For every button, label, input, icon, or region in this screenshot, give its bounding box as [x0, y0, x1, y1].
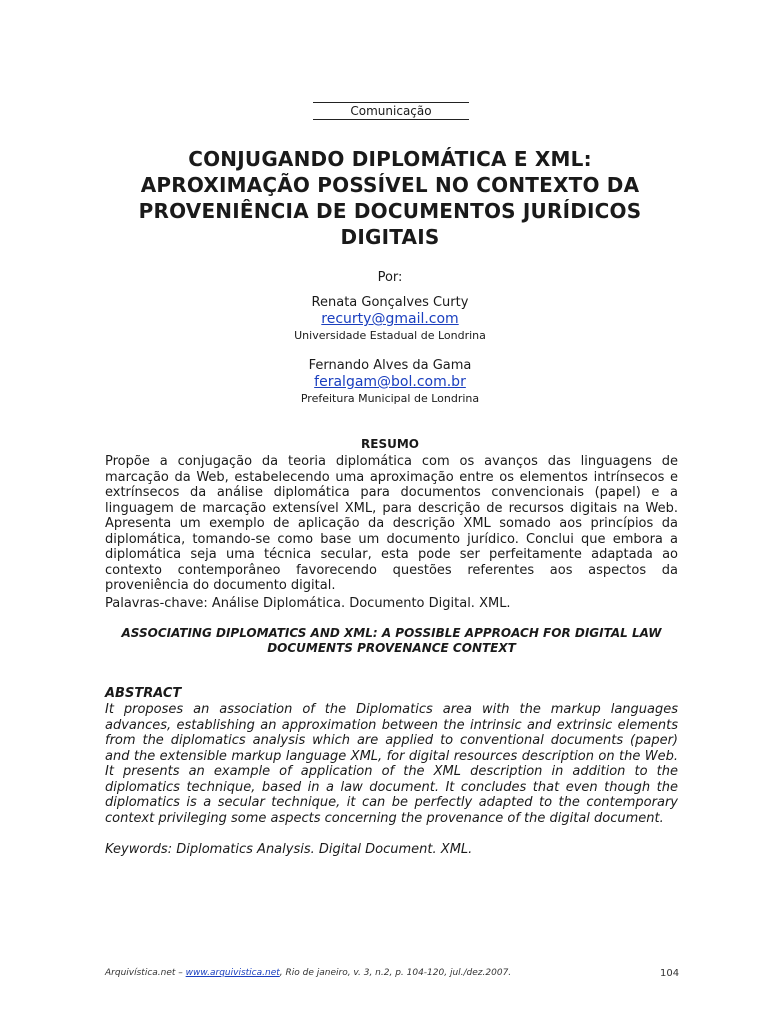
title-line-1: CONJUGANDO DIPLOMÁTICA E XML:: [188, 147, 592, 171]
author-2-institution: Prefeitura Municipal de Londrina: [300, 392, 480, 405]
paper-title: [90, 146, 690, 250]
author-1-email-link[interactable]: recurty@gmail.com: [321, 311, 459, 327]
title-line-2: APROXIMAÇÃO POSSÍVEL NO CONTEXTO DA: [140, 173, 640, 197]
author-2: [0, 357, 770, 406]
author-2-email-link[interactable]: feralgam@bol.com.br: [314, 374, 466, 390]
author-1-institution: Universidade Estadual de Londrina: [294, 329, 486, 342]
abstract-keywords: Keywords: Diplomatics Analysis. Digital Document. XML.: [105, 842, 473, 857]
footer-website-link[interactable]: www.arquivistica.net: [185, 968, 280, 978]
english-title: [105, 626, 678, 656]
author-2-name: Fernando Alves da Gama: [308, 358, 472, 373]
page-footer: [105, 968, 511, 978]
author-1-name: Renata Gonçalves Curty: [311, 295, 469, 310]
section-label: Comunicação: [313, 102, 469, 120]
abstract-heading: ABSTRACT: [105, 686, 182, 701]
abstract-text: It proposes an association of the Diplomatics area with the markup languages advances, establishing an approximation between the intrinsic and extrinsic elements from the diplomatics analysis which are applied to conventional documents (paper) and the extensible markup language XML, for digital resources description on the Web. It presents an example of application of the XML description in addition to the diplomatics technique, based in a law document. It concludes that even though the diplomatics is a secular technique, it can be perfectly adapted to the contemporary context privileging some aspects concerning the provenance of the digital document.: [105, 702, 678, 826]
title-line-4: DIGITAIS: [340, 225, 440, 249]
resumo-keywords: Palavras-chave: Análise Diplomática. Documento Digital. XML.: [105, 596, 511, 611]
page-number: 104: [660, 968, 680, 979]
resumo-heading: RESUMO: [361, 437, 419, 451]
english-title-line-1: ASSOCIATING DIPLOMATICS AND XML: A POSSIBLE APPROACH FOR DIGITAL LAW: [121, 626, 662, 640]
author-1: [0, 294, 770, 343]
resumo-text: Propõe a conjugação da teoria diplomática com os avanços das linguagens de marcação da Web, estabelecendo uma aproximação entre os elementos intrínsecos e extrínsecos da análise diplomática para documentos convencionais (papel) e a linguagem de marcação extensível XML, para descrição de recursos digitais na Web. Apresenta um exemplo de aplicação da descrição XML somado aos princípios da diplomática, tomando-se como base um documento jurídico. Conclui que embora a diplomática seja uma técnica secular, esta pode ser perfeitamente adaptada ao contexto contemporâneo favorecendo questões referentes aos aspectos da proveniência do documento digital.: [105, 454, 678, 593]
by-label: Por:: [377, 270, 403, 285]
english-title-line-2: DOCUMENTS PROVENANCE CONTEXT: [267, 641, 516, 655]
footer-journal: Arquivística.net –: [105, 968, 186, 978]
footer-citation: , Rio de janeiro, v. 3, n.2, p. 104-120, jul./dez.2007.: [279, 968, 512, 978]
title-line-3: PROVENIÊNCIA DE DOCUMENTOS JURÍDICOS: [138, 199, 642, 223]
